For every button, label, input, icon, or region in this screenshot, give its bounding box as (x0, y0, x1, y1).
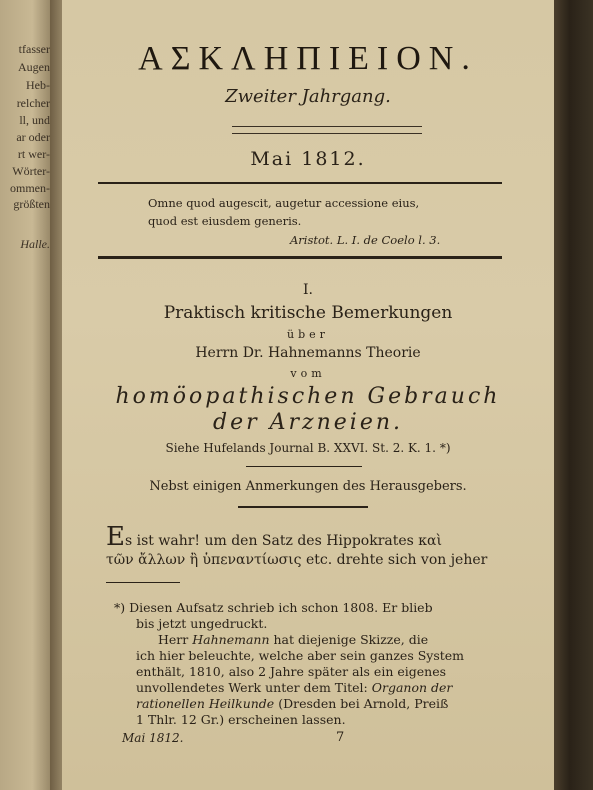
footnote-line-2: bis jetzt ungedruckt. (136, 616, 268, 631)
article-heading-3: homöopathischen Gebrauch (115, 384, 501, 409)
article-number: I. (303, 282, 313, 298)
journal-subtitle: Zweiter Jahrgang. (225, 86, 391, 107)
footnote-text: Herr (158, 632, 193, 647)
footnote-line-8: 1 Thlr. 12 Gr.) erscheinen lassen. (136, 712, 346, 727)
footnote-text: (Dresden bei Arnold, Preiß (274, 696, 449, 711)
journal-title: ΑΣΚΛΗΠΙΕΙΟΝ. (138, 40, 478, 77)
body-line-2: τῶν ἄλλων ἢ ὑπεναντίωσις etc. drehte sich von jeher (106, 552, 488, 568)
left-page-fragment: Augen (18, 60, 50, 74)
footnote-title: Organon der (371, 680, 453, 695)
left-page (0, 0, 54, 790)
left-page-fragment: Wörter- (12, 164, 50, 178)
article-heading-1: Praktisch kritische Bemerkungen (163, 303, 453, 323)
book-page (62, 0, 554, 790)
body-line-1 (106, 522, 442, 552)
top-rule (98, 182, 502, 184)
page-number: 7 (336, 730, 345, 745)
article-heading-4: der Arzneien. (212, 410, 403, 435)
footnote-line-3 (158, 632, 428, 648)
left-page-fragment: ommen- (10, 181, 50, 195)
article-word-vom: vom (290, 367, 326, 380)
footnote-rule (106, 582, 180, 583)
article-heading-2: Herrn Dr. Hahnemanns Theorie (195, 345, 421, 361)
left-page-fragment: rt wer- (17, 147, 50, 161)
motto-line-2: quod est eiusdem generis. (148, 214, 302, 228)
footnote-title: rationellen Heilkunde (136, 696, 275, 711)
footnote-line-7 (136, 696, 448, 712)
motto-rule (98, 256, 502, 259)
left-page-fragment: tfasser (18, 42, 50, 56)
ornament-rule (232, 126, 422, 134)
left-page-fragment: relcher (16, 96, 50, 110)
motto-source: Aristot. L. I. de Coelo l. 3. (290, 233, 441, 247)
body-text-1: s ist wahr! um den Satz des Hippokrates καὶ (124, 533, 443, 549)
left-page-fragment: Halle. (20, 237, 50, 251)
left-page-fragment: größten (13, 197, 50, 211)
footnote-text: hat diejenige Skizze, die (269, 632, 429, 647)
footnote-line-6 (136, 680, 452, 696)
section-rule (238, 506, 368, 508)
short-rule (246, 466, 362, 467)
issue-date: Mai 1812. (250, 148, 366, 170)
footnote-name: Hahnemann (192, 632, 270, 647)
left-page-fragment: ll, und (19, 113, 50, 127)
footnote-line-5: enthält, 1810, also 2 Jahre später als ein eigenes (136, 664, 447, 679)
left-page-fragment: Heb- (26, 78, 50, 92)
motto-line-1: Omne quod augescit, augetur accessione eius, (148, 196, 420, 210)
drop-cap: E (106, 522, 125, 552)
book-cover-edge (554, 0, 593, 790)
journal-reference: Siehe Hufelands Journal B. XXVI. St. 2. K. 1. *) (165, 441, 451, 455)
footnote-line-1: *) Diesen Aufsatz schrieb ich schon 1808. Er blieb (114, 600, 433, 615)
editor-note: Nebst einigen Anmerkungen des Herausgebers. (149, 479, 467, 494)
footnote-text: unvollendetes Werk unter dem Titel: (136, 680, 372, 695)
footnote-line-4: ich hier beleuchte, welche aber sein ganzes System (136, 648, 465, 663)
left-page-fragment: ar oder (16, 130, 50, 144)
page-signature: Mai 1812. (122, 731, 184, 745)
article-word-ueber: über (287, 328, 329, 341)
